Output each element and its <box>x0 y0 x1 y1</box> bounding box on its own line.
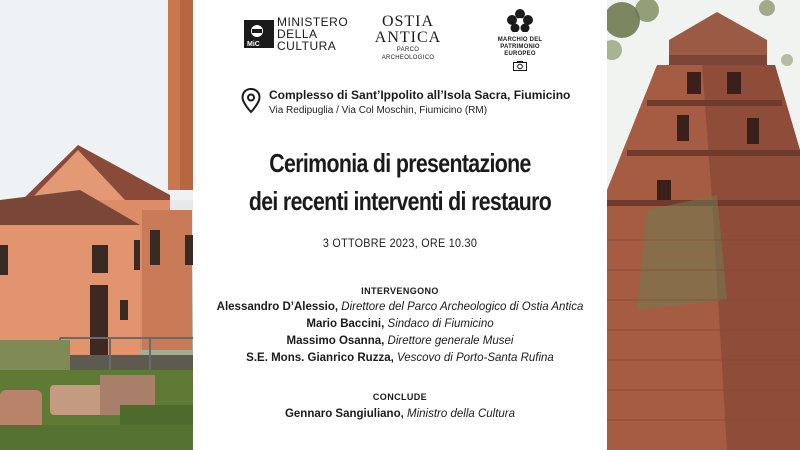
speaker-name: S.E. Mons. Gianrico Ruzza, <box>246 352 394 364</box>
speaker-name: Massimo Osanna, <box>286 335 385 347</box>
camera-icon <box>513 61 527 71</box>
marchio-patrimonio-logo <box>485 8 555 76</box>
ostia-antica-logo <box>373 14 443 62</box>
conclude-heading: CONCLUDE <box>372 392 428 402</box>
ostia-line1: OSTIA <box>381 13 435 30</box>
bell-tower-illustration <box>607 0 800 450</box>
ministero-line3: CULTURA <box>277 39 337 53</box>
intervengono-heading: INTERVENGONO <box>361 286 439 296</box>
speaker-role: Direttore generale Musei <box>387 335 514 347</box>
speaker-name: Gennaro Sangiuliano, <box>284 408 404 420</box>
speaker-row <box>193 335 607 347</box>
venue-address: Via Redipuglia / Via Col Moschin, Fiumicino (RM) <box>269 105 488 116</box>
church-illustration <box>0 0 193 450</box>
venue-name: Complesso di Sant’Ippolito all’Isola Sacra, Fiumicino <box>269 88 571 102</box>
church-photo <box>0 0 193 450</box>
event-date: 3 OTTOBRE 2023, ORE 10.30 <box>322 236 478 250</box>
ministero-line1: MINISTERO <box>277 15 349 29</box>
speaker-role: Vescovo di Porto-Santa Rufina <box>396 352 554 364</box>
speaker-name: Mario Baccini, <box>306 318 385 330</box>
concluding-speaker-row <box>193 408 607 420</box>
speaker-row <box>193 318 607 330</box>
speaker-role: Direttore del Parco Archeologico di Ostia Antica <box>341 301 584 313</box>
speaker-row <box>193 352 607 364</box>
ostia-line2: ANTICA <box>374 29 442 46</box>
ministero-logo-text <box>277 16 348 52</box>
speaker-role: Ministro della Cultura <box>407 408 516 420</box>
marchio-line2: PATRIMONIO EUROPEO <box>500 44 540 57</box>
speaker-role: Sindaco di Fiumicino <box>387 318 494 330</box>
location-pin-icon <box>241 88 261 114</box>
event-title-line1: Cerimonia di presentazione <box>269 148 531 178</box>
mic-logo-mark <box>244 20 274 48</box>
mic-mark-text: MiC <box>247 41 260 48</box>
ostia-line3: PARCO ARCHEOLOGICO <box>381 47 435 61</box>
speaker-name: Alessandro D’Alessio, <box>216 301 339 313</box>
speaker-row <box>193 301 607 313</box>
ministero-line2: DELLA <box>277 27 318 41</box>
marchio-line1: MARCHIO DEL <box>497 37 543 43</box>
event-title-line2: dei recenti interventi di restauro <box>248 186 552 216</box>
bell-tower-photo <box>607 0 800 450</box>
european-heritage-star-icon <box>505 8 535 32</box>
